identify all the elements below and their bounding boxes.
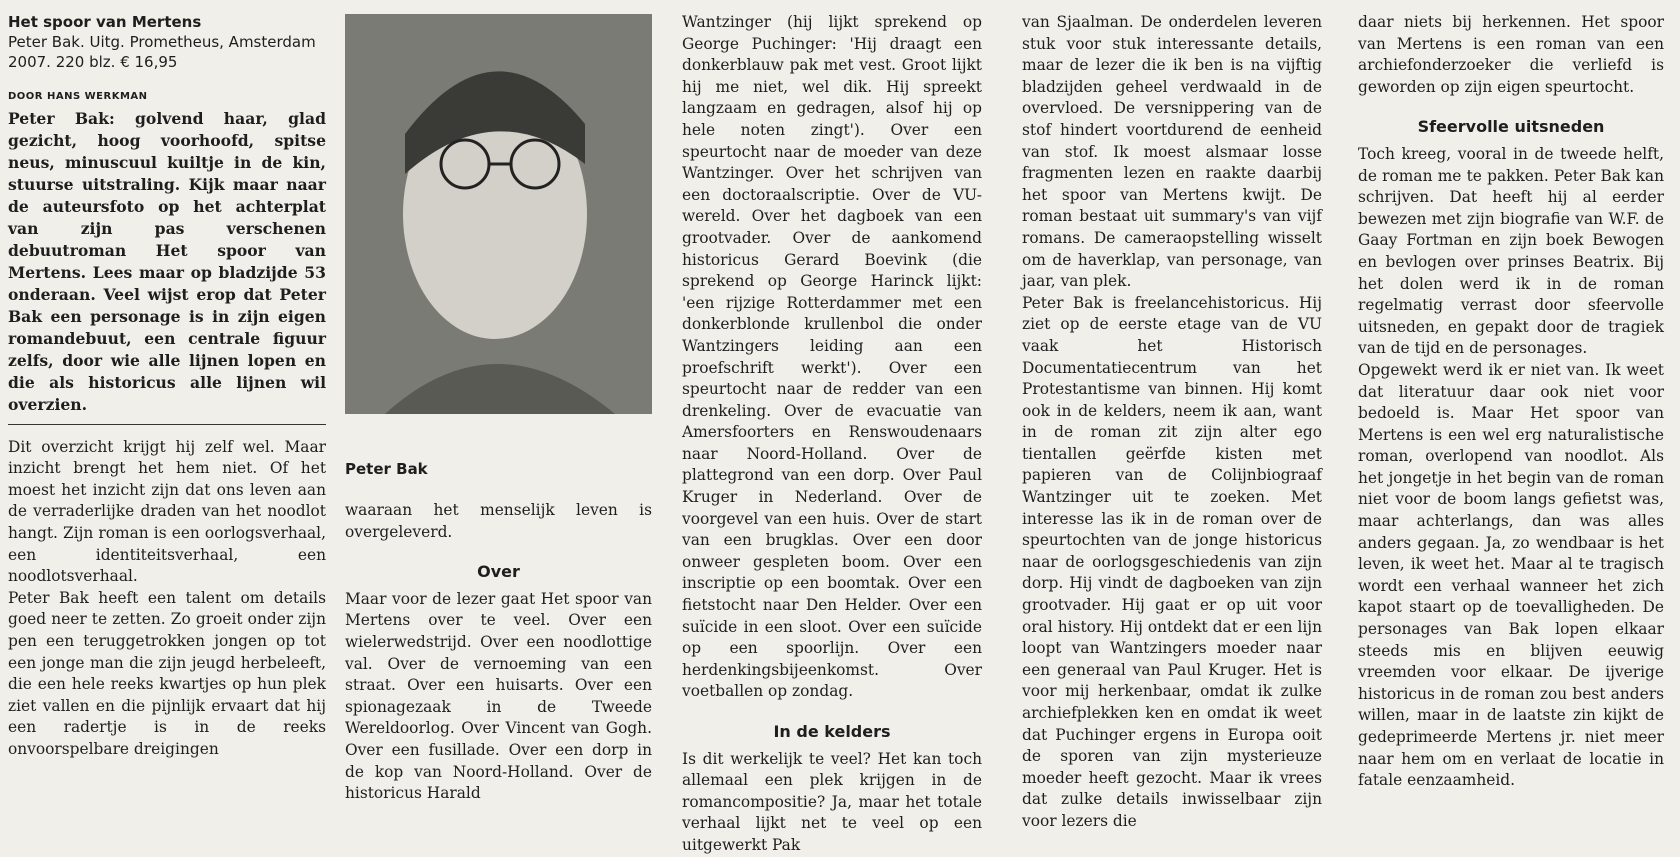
col2-paragraph: waaraan het menselijk leven is overgeleverd. <box>345 501 652 541</box>
col1-paragraph: Peter Bak heeft een talent om details goed neer te zetten. Zo groeit onder zijn pen een teruggetrokken jongen op tot een jonge man die zijn jeugd herbeleeft, die een hele reeks kwartjes op hun plek ziet vallen en die pijnlijk ervaart dat hij een radertje is in de reeks onvoorspelbare dreigingen <box>8 588 326 758</box>
book-meta-line1: Peter Bak. Uitg. Prometheus, Amsterdam <box>8 33 316 51</box>
byline: DOOR HANS WERKMAN <box>8 91 148 102</box>
col5-paragraph: daar niets bij herkennen. Het spoor van Mertens is een roman van een archiefonderzoeker die verliefd is geworden op zijn eigen speurtocht. <box>1358 13 1664 96</box>
book-meta-line2: 2007. 220 blz. € 16,95 <box>8 53 178 71</box>
col5-paragraph: Toch kreeg, vooral in de tweede helft, de roman me te pakken. Peter Bak kan schrijven. Dat heeft hij al eerder bewezen met zijn biografie van W.F. de Gaay Fortman en zijn boek Bewogen en bevlogen over prinses Beatrix. Bij het dolen werd ik in de roman regelmatig verrast door sfeervolle uitsneden, en gepakt door de tragiek van de tijd en de personages. <box>1358 144 1664 358</box>
column-3 <box>682 12 982 857</box>
section-heading-in-de-kelders: In de kelders <box>773 722 891 741</box>
col4-paragraph: van Sjaalman. De onderdelen leveren stuk voor stuk interessante details, maar de lezer die ik ben is na vijftig bladzijden geheel verdwaald in de overvloed. De versnippering van de stof hindert voortdurend de eenheid van stof. Ik moest alsmaar losse fragmenten lezen en raakte daarbij het spoor van Mertens kwijt. De roman bestaat uit summary's van vijf romans. De cameraopstelling wisselt om de haverklap, van personage, van jaar, van plek. <box>1022 13 1322 291</box>
col4-paragraph: Peter Bak is freelancehistoricus. Hij ziet op de eerste etage van de VU vaak het Historisch Documentatiecentrum van het Protestantisme van binnen. Hij komt ook in de kelders, neem ik aan, want in de roman zit zijn alter ego tientallen geërfde kisten met papieren van de Colijnbiograaf Wantzinger uit te zoeken. Met interesse las ik in de roman over de speurtochten van de jonge historicus naar de oorlogsgeschiedenis van zijn dorp. Hij vindt de dagboeken van zijn grootvader. Hij gaat er op uit voor oral history. Hij ontdekt dat er een lijn loopt van Wantzingers moeder naar een generaal van Paul Kruger. Het is voor mij herkenbaar, omdat ik zulke archiefplekken ken en omdat ik weet dat Puchinger ergens in Europa ooit de sporen van zijn mysterieuze moeder heeft gezocht. Maar ik vrees dat zulke details inwisselbaar zijn voor lezers die <box>1022 293 1322 830</box>
col3-paragraph: Is dit werkelijk te veel? Het kan toch allemaal een plek krijgen in de romancompositie? Ja, maar het totale verhaal lijkt net te veel op een uitgewerkt Pak <box>682 749 982 854</box>
column-5 <box>1358 12 1664 792</box>
col1-paragraph: Dit overzicht krijgt hij zelf wel. Maar inzicht brengt het hem niet. Of het moest het inzicht zijn dat ons leven aan de verraderlijke draden van het noodlot hangt. Zijn roman is een oorlogsverhaal, een identiteitsverhaal, een noodlotsverhaal. <box>8 437 326 586</box>
lead-paragraph: Peter Bak: golvend haar, glad gezicht, hoog voorhoofd, spitse neus, minuscuul kuiltje in de kin, stuurse uitstraling. Kijk maar naar de auteursfoto op het achterplat van zijn pas verschenen debuutroman Het spoor van Mertens. Lees maar op bladzijde 53 onderaan. Veel wijst erop dat Peter Bak een personage is in zijn eigen romandebuut, een centrale figuur zelfs, door wie alle lijnen lopen en die als historicus alle lijnen wil overzien. <box>8 108 326 414</box>
column-1 <box>8 12 326 761</box>
col5-paragraph: Opgewekt werd ik er niet van. Ik weet dat literatuur daar ook niet voor bedoeld is. Maar Het spoor van Mertens is een wel erg naturalistische roman, overlopend van noodlot. Als het jongetje in het begin van de roman niet voor de boom langs gefietst was, maar achterlangs, dan was alles anders gegaan. Ja, zo wendbaar is het leven, ik weet het. Maar al te tragisch wordt een verhaal wanneer het zich kapot staart op de toevalligheden. De personages van Bak lopen elkaar steeds mis en blijven eeuwig vreemden voor elkaar. De ijverige historicus in de roman zou best anders willen, maar in de laatste zin kijkt de gedeprimeerde Mertens jr. niet meer naar hem om en verlaat de locatie in fatale eenzaamheid. <box>1358 360 1664 790</box>
section-heading-over: Over <box>477 562 520 582</box>
column-4 <box>1022 12 1322 833</box>
lead-divider <box>8 424 326 425</box>
section-heading-sfeervolle-uitsneden: Sfeervolle uitsneden <box>1417 117 1605 137</box>
article-title: Het spoor van Mertens <box>8 13 202 31</box>
col3-paragraph: Wantzinger (hij lijkt sprekend op George Puchinger: 'Hij draagt een donkerblauw pak met vest. Groot lijkt hij me niet, wel dik. Hij spreekt langzaam en gedragen, alsof hij op hele noten zingt'). Over een speurtocht naar de moeder van deze Wantzinger. Over het schrijven van een doctoraalscriptie. Over de VU-wereld. Over het dagboek van een grootvader. Over de aankomend historicus Gerard Boevink (die sprekend op George Harinck lijkt: 'een rijzige Rotterdammer met een donkerblonde krullenbol die onder Wantzingers leiding aan een proefschrift werkt'). Over een speurtocht naar de redder van een drenkeling. Over de evacuatie van Amersfoorters en Renswoudenaars naar Noord-Holland. Over de plattegrond van een dorp. Over Paul Kruger in Nederland. Over de voorgevel van een huis. Over de start van een brugklas. Over een door onweer gespleten boom. Over een inscriptie op een boomtak. Over een fietstocht naar Den Helder. Over een suïcide in een sloot. Over een suïcide op een spoorlijn. Over een herdenkingsbijeenkomst. Over voetballen op zondag. <box>682 13 982 701</box>
column-2 <box>345 500 652 805</box>
photo-caption: Peter Bak <box>345 460 428 478</box>
col2-paragraph: Maar voor de lezer gaat Het spoor van Mertens over te veel. Over een wielerwedstrijd. Over een noodlottige val. Over de vernoeming van een straat. Over een huisarts. Over een spionagezaak in de Tweede Wereldoorlog. Over Vincent van Gogh. Over een fusillade. Over een dorp in de kop van Noord-Holland. Over de historicus Harald <box>345 589 652 803</box>
author-photo <box>345 14 652 414</box>
author-portrait-image <box>345 14 652 414</box>
